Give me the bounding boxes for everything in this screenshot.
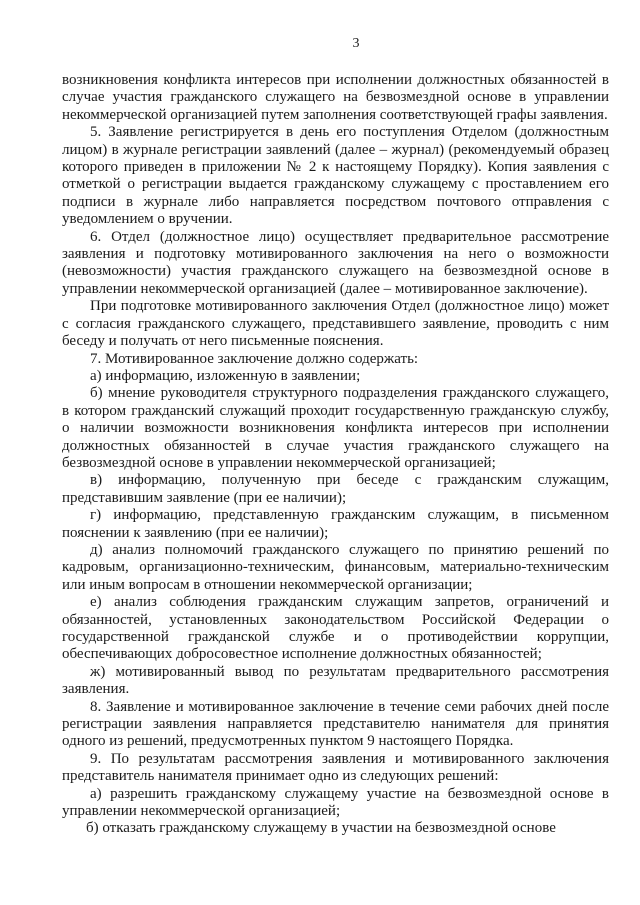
list-item-v: в) информацию, полученную при беседе с гражданским служащим, представившим заявление (при ее наличии); bbox=[62, 472, 609, 506]
list-item-a: а) информацию, изложенную в заявлении; bbox=[90, 367, 361, 384]
paragraph-8: 8. Заявление и мотивированное заключение в течение семи рабочих дней после регистрации заявления направляется представителю нанимателя для принятия одного из решений, предусмотренных пунктом 9 настоящего Порядка. bbox=[62, 698, 609, 750]
list-item-g: г) информацию, представленную гражданским служащим, в письменном пояснении к заявлению (при ее наличии); bbox=[62, 507, 609, 541]
list-item-d: д) анализ полномочий гражданского служащего по принятию решений по кадровым, организационно-техническим, финансовым, материально-техническим или иным вопросам в отношении некоммерческой организации; bbox=[62, 541, 609, 593]
paragraph-9: 9. По результатам рассмотрения заявления и мотивированного заключения представитель нанимателя принимает одно из следующих решений: bbox=[62, 750, 609, 785]
paragraph: При подготовке мотивированного заключения Отдел (должностное лицо) может с согласия гражданского служащего, представившего заявление, проводить с ним беседу и получать от него письменные пояснения. bbox=[62, 298, 609, 350]
list-item-e: е) анализ соблюдения гражданским служащим запретов, ограничений и обязанностей, установленных законодательством Российской Федерации о государственной гражданской службе и о противодействии коррупции, обеспечивающих добросовестное исполнение должностных обязанностей; bbox=[62, 594, 609, 663]
paragraph-7: 7. Мотивированное заключение должно содержать: bbox=[90, 350, 419, 367]
list-item-b: б) мнение руководителя структурного подразделения гражданского служащего, в котором гражданский служащий проходит государственную гражданскую службу, о наличии возможности возникновения конфликта интересов при исполнении должностных обязанностей в случае участия гражданского служащего на безвозмездной основе в управлении некоммерческой организацией; bbox=[62, 385, 609, 471]
page-number: 3 bbox=[352, 36, 360, 51]
paragraph-5: 5. Заявление регистрируется в день его поступления Отделом (должностным лицом) в журнале регистрации заявлений (далее – журнал) (рекомендуемый образец которого приведен в приложении № 2 к настоящему Порядку). Копия заявления с отметкой о регистрации выдается гражданскому служащему с проставлением его подписи в журнале либо направляется посредством почтового отправления с уведомлением о вручении. bbox=[62, 124, 609, 228]
paragraph: возникновения конфликта интересов при исполнении должностных обязанностей в случае участия гражданского служащего на безвозмездной основе в управлении некоммерческой организацией путем заполнения соответствующей графы заявления. bbox=[62, 72, 609, 123]
decision-item-a: а) разрешить гражданскому служащему участие на безвозмездной основе в управлении некоммерческой организацией; bbox=[62, 785, 609, 820]
list-item-zh: ж) мотивированный вывод по результатам предварительного рассмотрения заявления. bbox=[62, 663, 609, 698]
document-body bbox=[62, 72, 609, 838]
paragraph-6: 6. Отдел (должностное лицо) осуществляет предварительное рассмотрение заявления и подготовку мотивированного заключения на него о возможности (невозможности) участия гражданского служащего на безвозмездной основе в управлении некоммерческой организацией (далее – мотивированное заключение). bbox=[62, 228, 609, 297]
decision-item-b: б) отказать гражданскому служащему в участии на безвозмездной основе bbox=[86, 820, 556, 837]
